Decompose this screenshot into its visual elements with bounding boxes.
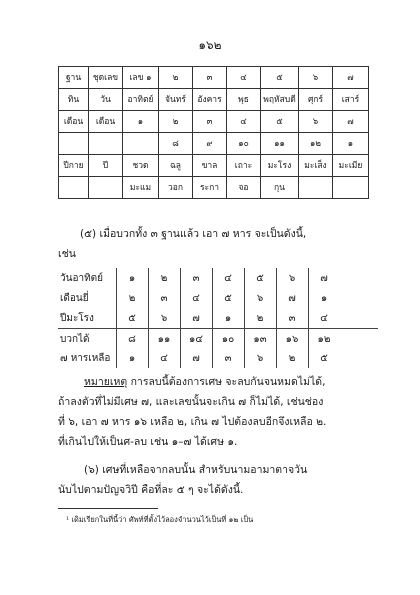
table-cell: พฤหัสบดี [261,89,299,111]
table-cell: ๕ [261,67,299,89]
table-cell: มะเมีย [333,155,369,177]
note-line-4: ที่เกินไปให้เป็นศ-ลบ เช่น ๑–๗ ได้เศษ ๑. [58,436,238,448]
table-cell [123,133,159,155]
table-cell: ๑๐ [227,133,261,155]
row-value: ๑ [320,293,328,304]
column-divider [308,268,309,368]
calc-row [58,288,378,308]
column-divider [180,268,181,368]
table-cell: พุธ [227,89,261,111]
section-5-line-2: เช่น [58,248,76,260]
row-value: ๔ [160,353,168,364]
footnote-rule [58,508,158,509]
table-cell: ๓ [193,67,227,89]
row-value: ๖ [256,353,264,364]
table-cell: จันทร์ [159,89,193,111]
table-cell: เสาร์ [333,89,369,111]
row-value: ๕ [224,293,232,304]
row-value: ๘ [128,334,136,345]
table-cell [89,133,123,155]
row-value: ๑๑ [157,334,171,345]
table-cell: ๒ [159,111,193,133]
row-value: ๑๒ [317,334,331,345]
table-cell: ๒ [159,67,193,89]
table-cell: อาทิตย์ [123,89,159,111]
column-divider [276,268,277,368]
note-line-3: ที่ ๖, เอา ๗ หาร ๑๖ เหลือ ๒, เกิน ๗ ไปต้องลบอีกจึงเหลือ ๒. [58,416,327,428]
table-cell: วอก [159,177,193,199]
row-label: บวกได้ [60,334,90,345]
row-label: เดือนยี่ [60,293,89,304]
row-value: ๗ [192,353,200,364]
table-cell: ฐาน [59,67,89,89]
table-cell: มะโรง [261,155,299,177]
table-cell: ๙ [193,133,227,155]
column-divider [244,268,245,368]
table-cell [333,177,369,199]
sum-row [58,328,378,349]
row-value: ๔ [224,273,232,284]
table-cell: ๘ [159,133,193,155]
table-row [59,155,369,177]
table-cell: ปีกาย [59,155,89,177]
table-cell: เดือน [89,111,123,133]
table-cell: ๗ [333,67,369,89]
column-divider [212,268,213,368]
row-value: ๔ [192,293,200,304]
row-value: ๓ [192,273,200,284]
table-row [59,111,369,133]
table-cell: ๑๑ [261,133,299,155]
row-value: ๔ [320,313,328,324]
row-value: ๗ [320,273,328,284]
footnote: ¹ เดิมเรียกในที่นี้ว่า ศัพท์ที่ตั้งไว้ลองจำนวนไว้เป็นที่ ๑๒ เป็น [66,515,254,524]
row-value: ๕ [256,273,264,284]
table-cell: ๖ [299,67,333,89]
table-cell: วัน [89,89,123,111]
row-label: ๗ หารเหลือ [60,353,111,364]
table-cell: ระกา [193,177,227,199]
table-cell: ศุกร์ [299,89,333,111]
row-value: ๓ [288,313,296,324]
row-value: ๖ [160,313,168,324]
row-value: ๓ [160,293,168,304]
table-cell: ขาล [193,155,227,177]
table-cell: กุน [261,177,299,199]
section-5-line-1: (๕) เมื่อบวกทั้ง ๓ ฐานแล้ว เอา ๗ หาร จะเป็นดังนี้, [80,228,307,240]
table-cell: ๑ [123,111,159,133]
row-label: วันอาทิตย์ [60,273,104,284]
row-value: ๒ [160,273,168,284]
table-row [59,133,369,155]
section-6-line-1: (๖) เศษที่เหลือจากลบนั้น สำหรับนามอามาตาจวัน [84,464,308,476]
table-cell: ฉลู [159,155,193,177]
table-row [59,67,369,89]
calc-row [58,308,378,328]
table-cell [299,177,333,199]
table-cell: มะแม [123,177,159,199]
table-cell: เถาะ [227,155,261,177]
table-cell [59,177,89,199]
table-cell: อังคาร [193,89,227,111]
table-cell: ๖ [299,111,333,133]
row-value: ๖ [256,293,264,304]
row-value: ๖ [288,273,296,284]
calc-row [58,348,378,368]
table-cell: มะเส็ง [299,155,333,177]
table-cell: ๕ [261,111,299,133]
row-value: ๑ [128,273,136,284]
note-text-1: การลบนี้ต้องการเศษ จะลบกันจนหมดไม่ได้, [127,376,326,388]
row-value: ๓ [224,353,232,364]
section-6-line-2: นับไปตามปัญจวิปี คือที่ละ ๕ ๆ จะได้ดังนี้. [58,484,244,496]
row-value: ๑๐ [221,334,235,345]
table-cell: ทิน [59,89,89,111]
row-value: ๒ [128,293,136,304]
table-cell: ชุดเลข [89,67,123,89]
table-cell: ๓ [193,111,227,133]
table-cell: ปี [89,155,123,177]
row-value: ๑ [224,313,232,324]
page-number: ๑๖๒ [198,38,222,52]
table-cell: เลข ๑ [123,67,159,89]
calc-row [58,268,378,288]
table-cell: ๔ [227,67,261,89]
row-value: ๑๓ [253,334,267,345]
column-divider [116,268,117,368]
row-value: ๕ [128,313,136,324]
table-cell [59,133,89,155]
row-value: ๑๖ [285,334,299,345]
row-value: ๕ [320,353,328,364]
table-cell: เดือน [59,111,89,133]
table-cell: ๑๒ [299,133,333,155]
table-cell [89,177,123,199]
column-divider [148,268,149,368]
row-value: ๗ [192,313,200,324]
note-line-2: ถ้าลงตัวที่ไม่มีเศษ ๗, และเลขนั้นจะเกิน ๗ ก็ไม่ได้, เช่นช่อง [58,396,324,408]
calendar-base-table [58,66,369,199]
table-cell: ๑ [333,133,369,155]
note-line-1 [84,372,325,392]
row-value: ๑ [128,353,136,364]
row-value: ๗ [288,293,296,304]
table-cell: ชวด [123,155,159,177]
row-value: ๒ [256,313,264,324]
row-value: ๒ [288,353,296,364]
row-label: ปีมะโรง [60,313,94,324]
table-cell: ๗ [333,111,369,133]
table-cell: ๔ [227,111,261,133]
table-row [59,177,369,199]
row-value: ๑๔ [189,334,203,345]
table-row [59,89,369,111]
table-cell: จอ [227,177,261,199]
note-label: หมายเหตุ [84,376,128,388]
